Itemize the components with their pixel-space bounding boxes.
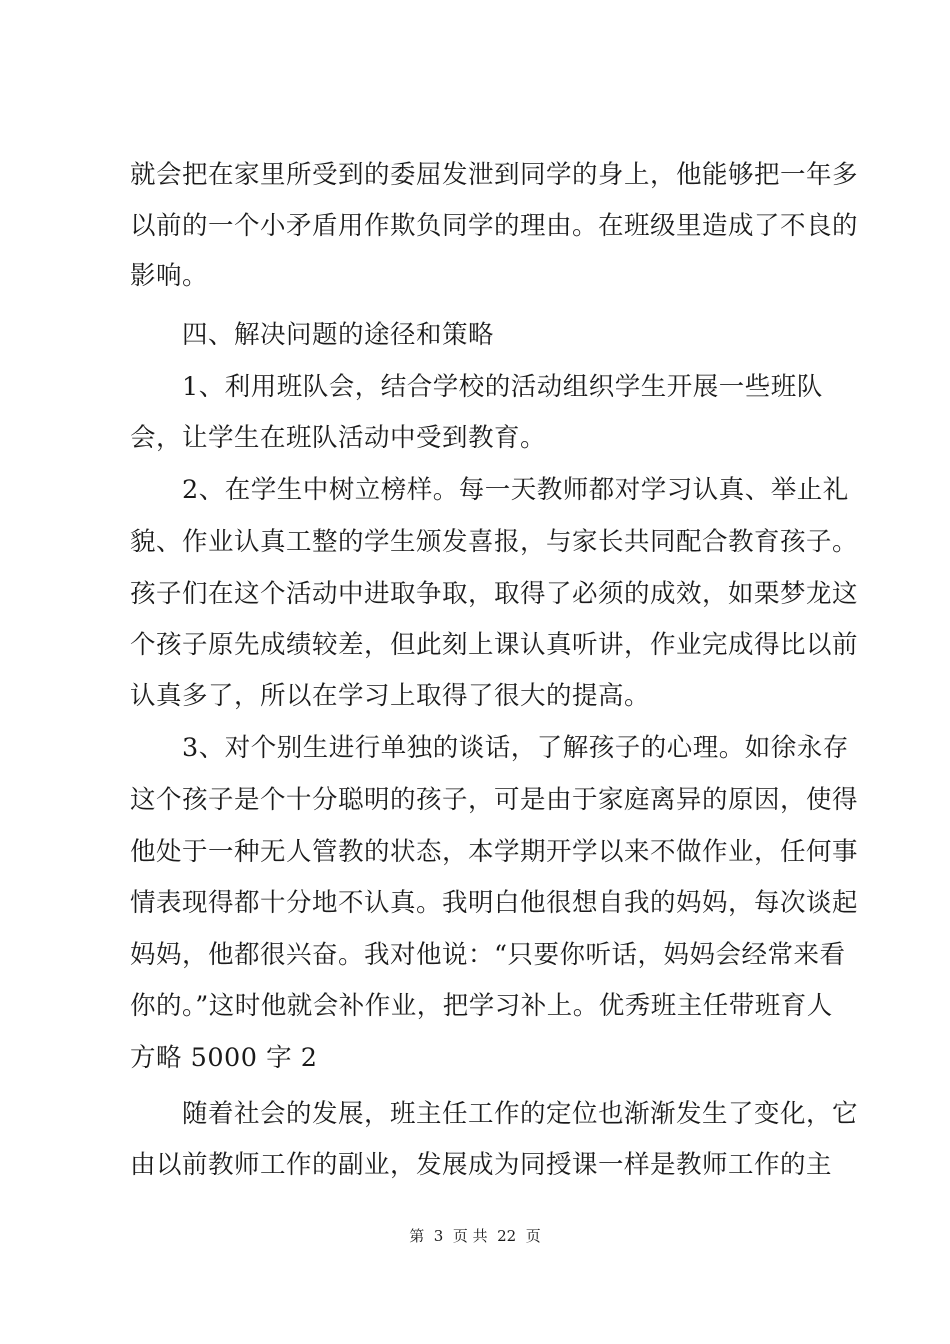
page-number-footer: 第 3 页 共 22 页 [409,1227,541,1245]
text-line: 个孩子原先成绩较差，但此刻上课认真听讲，作业完成得比以前 [130,630,859,660]
text-line: 3、对个别生进行单独的谈话，了解孩子的心理。如徐永存 [130,733,849,763]
text-line: 2、在学生中树立榜样。每一天教师都对学习认真、举止礼 [130,475,849,505]
text-line: 妈妈，他都很兴奋。我对他说：“只要你听话，妈妈会经常来看 [130,940,846,970]
text-line: 随着社会的发展，班主任工作的定位也渐渐发生了变化，它 [130,1099,859,1129]
text-line: 1、利用班队会，结合学校的活动组织学生开展一些班队 [130,372,823,402]
text-line: 情表现得都十分地不认真。我明白他很想自我的妈妈，每次谈起 [130,888,859,918]
text-line: 方略 5000 字 2 [130,1043,318,1073]
section-heading: 四、解决问题的途径和策略 [130,320,495,350]
text-line: 会，让学生在班队活动中受到教育。 [130,423,547,453]
text-line: 影响。 [130,261,209,291]
text-line: 由以前教师工作的副业，发展成为同授课一样是教师工作的主 [130,1150,833,1180]
text-line: 就会把在家里所受到的委屈发泄到同学的身上，他能够把一年多 [130,160,859,190]
text-line: 认真多了，所以在学习上取得了很大的提高。 [130,681,651,711]
text-line: 孩子们在这个活动中进取争取，取得了必须的成效，如栗梦龙这 [130,579,859,609]
text-line: 貌、作业认真工整的学生颁发喜报，与家长共同配合教育孩子。 [130,527,859,557]
text-line: 这个孩子是个十分聪明的孩子，可是由于家庭离异的原因，使得 [130,785,859,815]
text-line: 你的。”这时他就会补作业，把学习补上。优秀班主任带班育人 [130,991,833,1021]
text-line: 以前的一个小矛盾用作欺负同学的理由。在班级里造成了不良的 [130,211,859,241]
text-line: 他处于一种无人管教的状态，本学期开学以来不做作业，任何事 [130,837,859,867]
